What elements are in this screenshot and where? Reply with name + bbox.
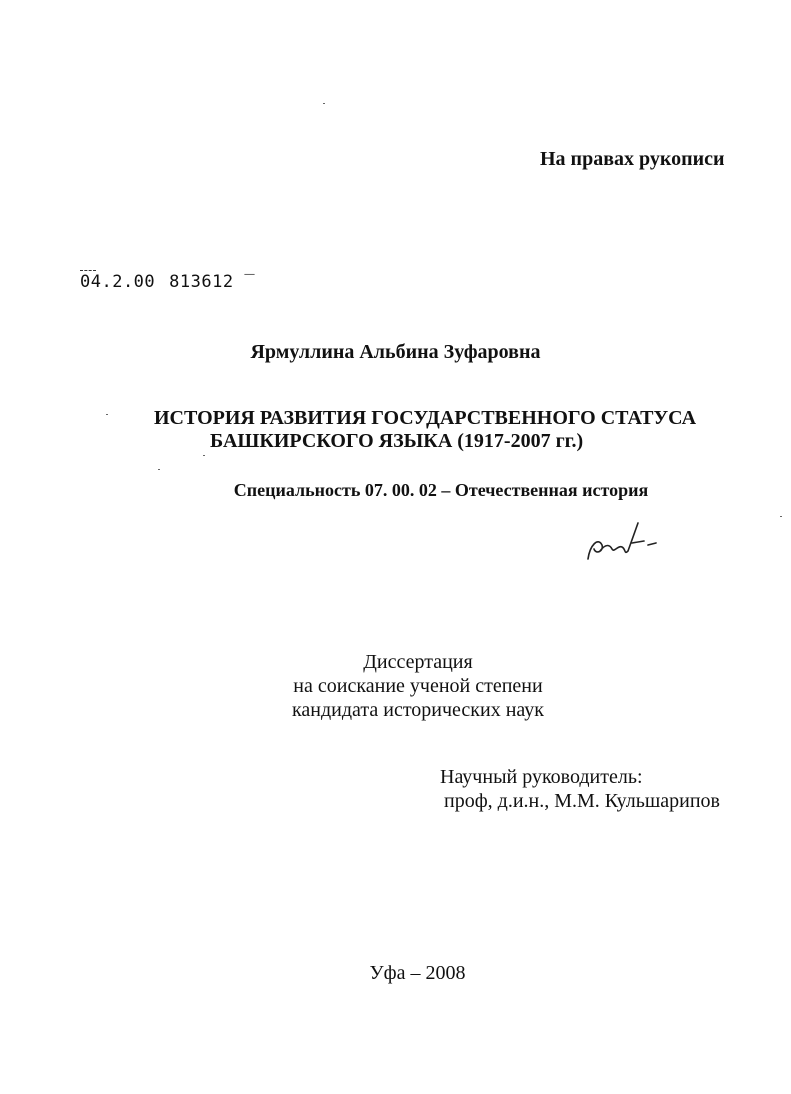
scan-speck (203, 455, 205, 456)
manuscript-rights-note: На правах рукописи (540, 148, 725, 170)
stamp-code-number: 813612 (169, 272, 234, 292)
stamp-code-prefix: 04.2.00 (80, 272, 156, 292)
scan-speck (780, 516, 782, 517)
dissertation-block (228, 650, 608, 722)
specialty-line: Специальность 07. 00. 02 – Отечественная история (233, 480, 649, 500)
scan-speck (106, 414, 108, 415)
advisor-name: проф, д.и.н., М.М. Кульшарипов (444, 790, 720, 812)
thesis-title-line-2: БАШКИРСКОГО ЯЗЫКА (1917-2007 гг.) (210, 430, 584, 452)
dissertation-line-2: на соискание ученой степени (293, 675, 543, 697)
dissertation-line-1: Диссертация (363, 651, 473, 673)
stamp-dash: ‾ (233, 272, 256, 292)
library-stamp-code (80, 272, 255, 292)
city-year: Уфа – 2008 (369, 962, 466, 984)
scan-speck (323, 103, 325, 104)
thesis-title-line-1: ИСТОРИЯ РАЗВИТИЯ ГОСУДАРСТВЕННОГО СТАТУСА (154, 407, 697, 429)
advisor-label: Научный руководитель: (440, 766, 643, 788)
author-name: Ярмуллина Альбина Зуфаровна (250, 341, 541, 363)
dissertation-line-3: кандидата исторических наук (291, 699, 545, 721)
handwritten-signature (582, 515, 662, 570)
scan-speck (158, 469, 160, 470)
